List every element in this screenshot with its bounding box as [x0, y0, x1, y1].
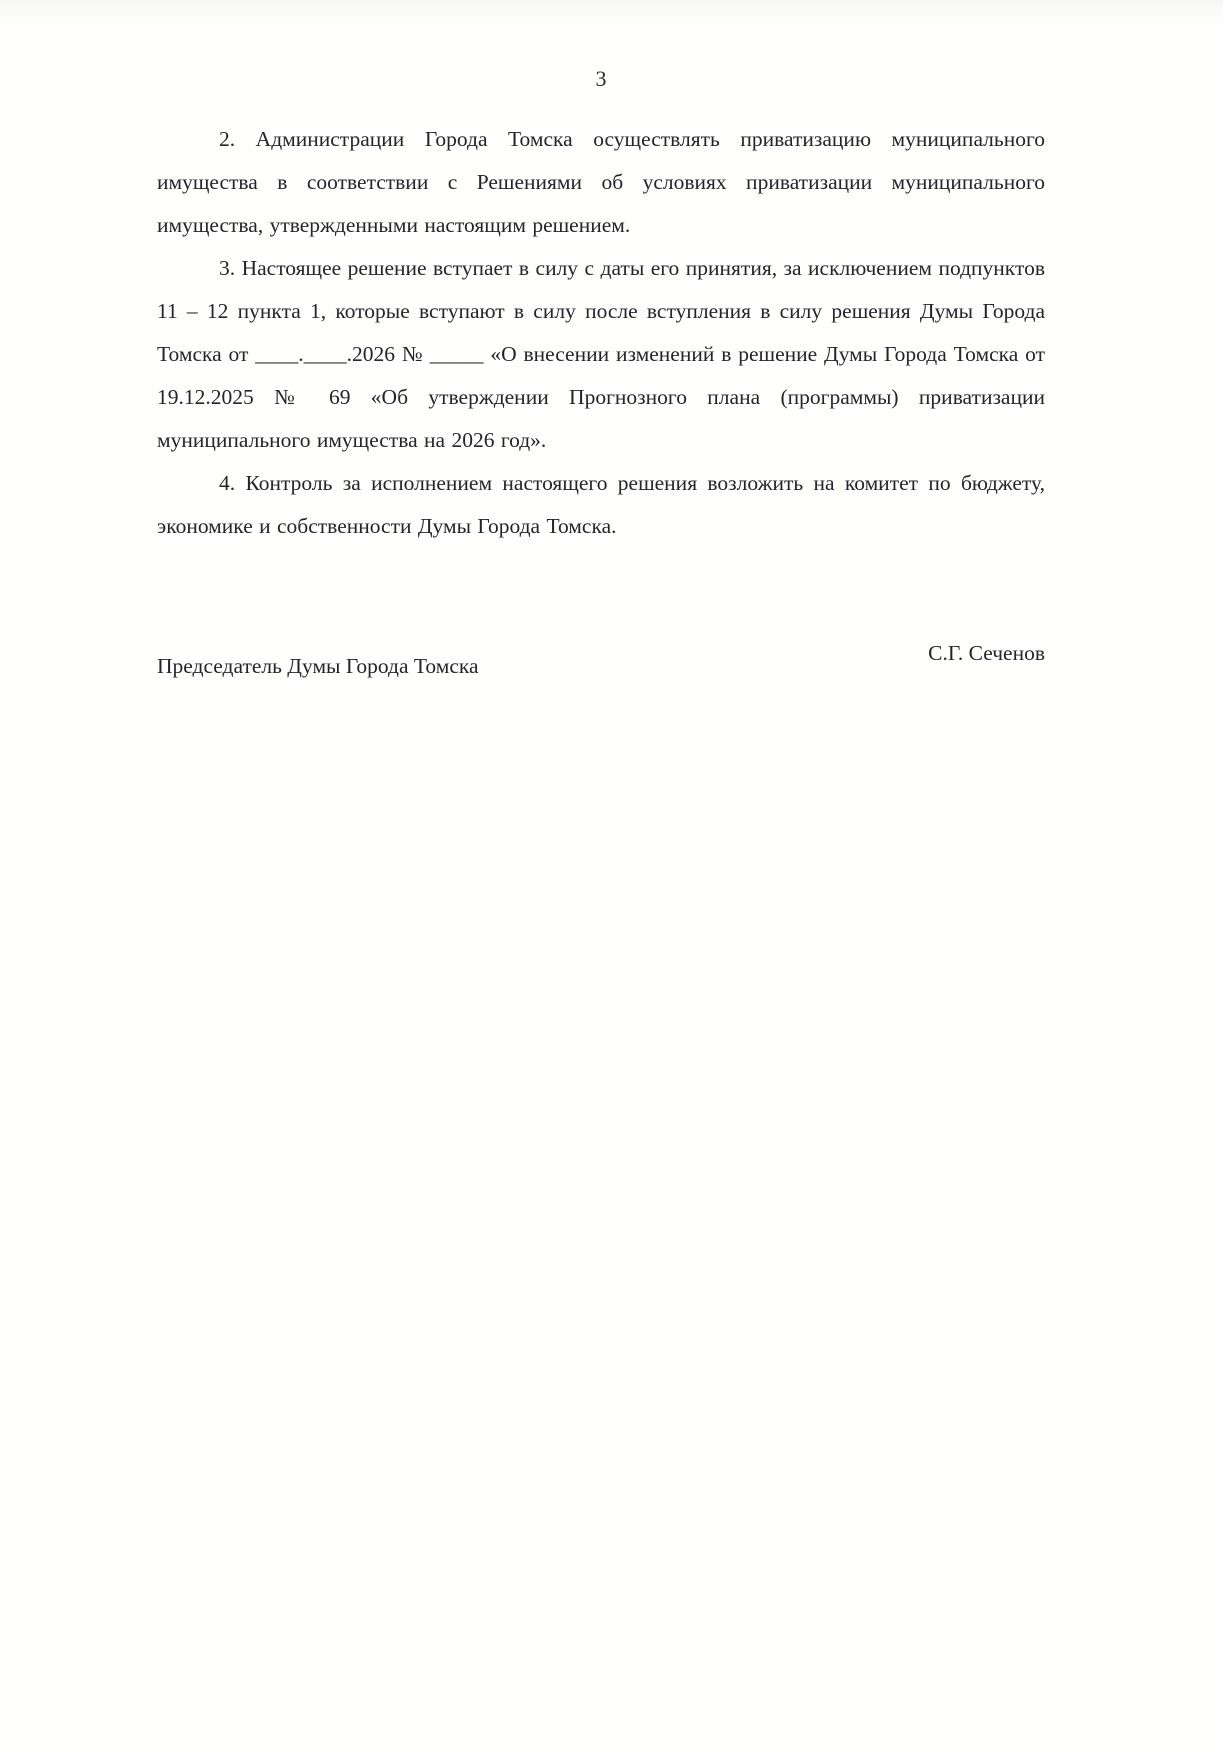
signature-title: Председатель Думы Города Томска [157, 654, 479, 678]
paragraph-item-4: 4. Контроль за исполнением настоящего решения возложить на комитет по бюджету, экономике и собственности Думы Города Томска. [157, 471, 1045, 538]
paragraph-item-2: 2. Администрации Города Томска осуществлять приватизацию муниципального имущества в соответствии с Решениями об условиях приватизации муниципального имущества, утвержденными настоящим решением. [157, 127, 1045, 237]
paragraph-item-3: 3. Настоящее решение вступает в силу с даты его принятия, за исключением подпунктов 11 – 12 пункта 1, которые вступают в силу после вступления в силу решения Думы Города Томска от ____.____.2026 № _____ «О внесении изменений в решение Думы Города Томска от 19.12.2025 № 69 «Об утверждении Прогнозного плана (программы) приватизации муниципального имущества на 2026 год». [157, 256, 1045, 452]
signature-name: С.Г. Сеченов [928, 641, 1045, 665]
page-number: 3 [595, 66, 607, 91]
signature-block [157, 641, 1045, 679]
document-content [0, 0, 1223, 679]
